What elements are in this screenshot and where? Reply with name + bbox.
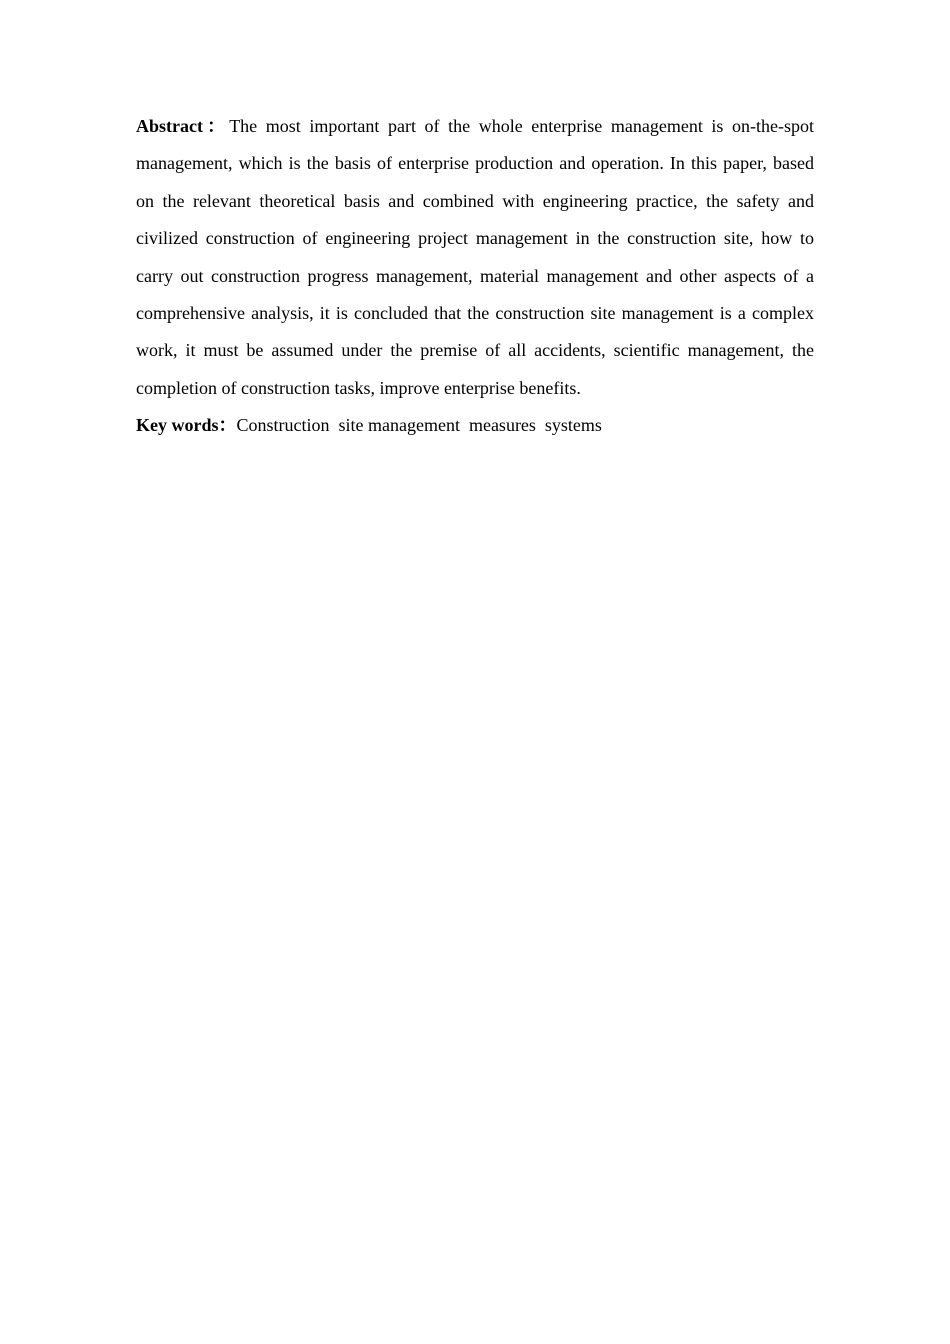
keywords-paragraph [136, 407, 814, 444]
keywords-label: Key words： [136, 415, 237, 436]
abstract-text: The most important part of the whole enterprise management is on-the-spot management, which is the basis of enterprise production and operation. In this paper, based on the relevant theoretical basis and combined with engineering practice, the safety and civilized construction of engineering project management in the construction site, how to carry out construction progress management, material management and other aspects of a comprehensive analysis, it is concluded that the construction site management is a complex work, it must be assumed under the premise of all accidents, scientific management, the completion of construction tasks, improve enterprise benefits. [136, 116, 815, 398]
document-page [136, 108, 814, 445]
keywords-text: Construction site management measures systems [236, 415, 602, 436]
abstract-paragraph [136, 108, 814, 407]
abstract-label: Abstract： [136, 116, 230, 136]
